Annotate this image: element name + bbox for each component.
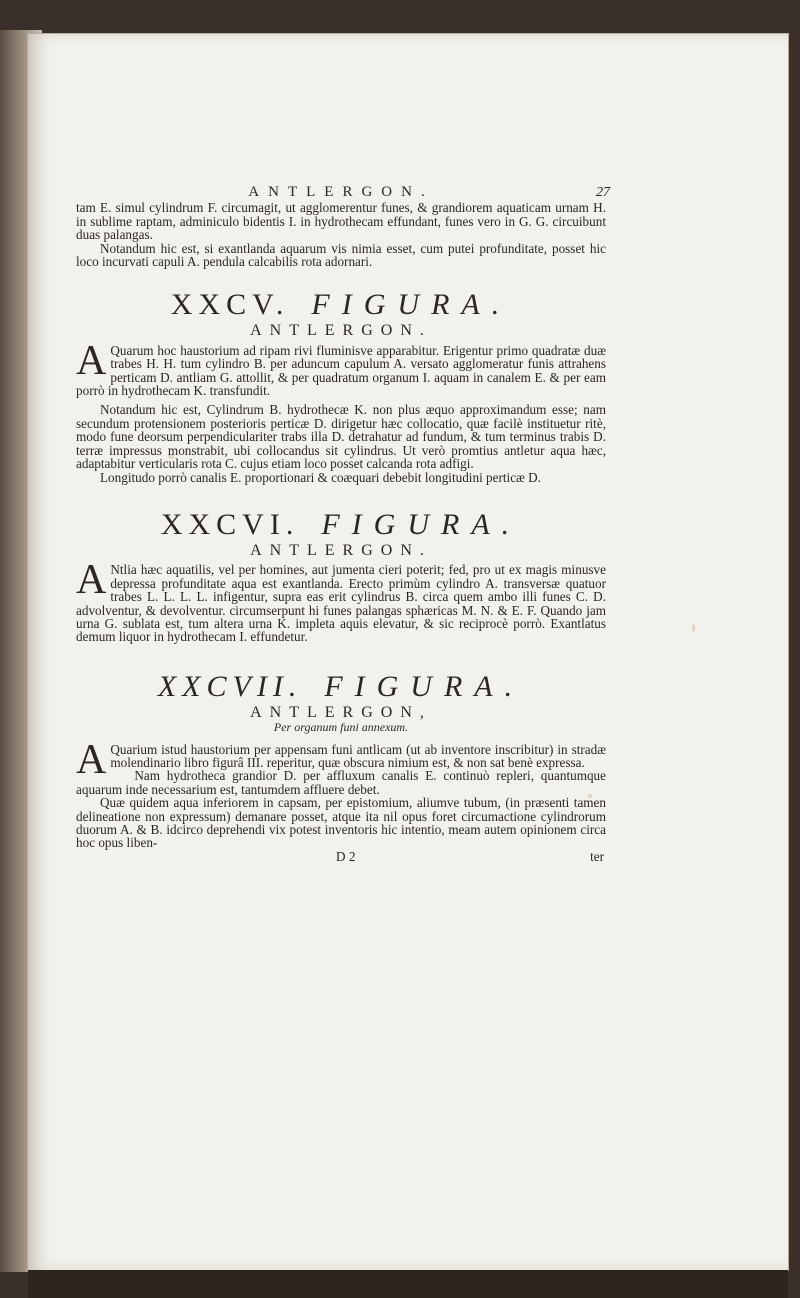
paragraph-text: Quarium istud haustorium per appensam funi antlicam (ut ab inventore inscribitur) in stradæ molendinario libro figurâ III. reperitur, quæ obscura nimium est, & non sat benè expressa. <box>110 741 606 770</box>
figure-label: FIGURA. <box>311 288 512 322</box>
paragraph-text: Ntlia hæc aquatilis, vel per homines, aut jumenta cieri poterit; fed, pro ut ex magis minusve depressa profunditate aqua est exantlanda. Erecto primùm cylindro A. transversæ quatuor trabes L. L. L. L. infigentur, supra eas erit cylindrus B. circa quem ambo illi funes C. D. advolventur, & devolventur. circumserpunt hi funes palangas sphæricas M. N. & E. F. Quando jam urna G. sublata est, tum altera urna K. impleta aquis elevatur, & sic reciprocè porrò. Exantlatus demum liquor in hydrothecam I. effundetur. <box>76 562 606 645</box>
figure-label: FIGURA. <box>321 507 522 541</box>
figure-label: FIGURA. <box>324 669 525 703</box>
signature-mark: D 2 <box>336 848 356 864</box>
section-subhead: ANTLERGON. <box>250 541 432 559</box>
page-number: 27 <box>596 185 610 200</box>
section-paragraph <box>76 557 606 645</box>
figure-title-xxcv <box>76 290 606 320</box>
drop-cap: A <box>76 337 107 384</box>
section-subhead: ANTLERGON. <box>250 322 432 340</box>
figure-number: XXCV. <box>170 288 290 322</box>
running-head-text: ANTLERGON. <box>248 184 434 200</box>
section-paragraph: Nam hydrotheca grandior D. per affluxum canalis E. continuò repleri, quantumque aquarum inde necessarium est, tantumdem affluere debet. <box>76 768 606 797</box>
page-footer <box>76 850 606 866</box>
figure-title-xxcvii <box>76 669 606 703</box>
figure-number: XXCVI. <box>160 507 300 541</box>
drop-cap: A <box>76 736 107 783</box>
section-paragraph: Quæ quidem aqua inferiorem in capsam, per epistomium, aliumve tubum, (in præsenti tamen delineatione non expressum) demanare posset, atque ita nil opus foret circumactione cylindrorum duorum A. & B. idcirco deprehendi vix potest inventoris hic intentio, meam autem opinionem circa hoc opus liben- <box>76 795 606 851</box>
figure-title-xxcvi <box>76 507 606 541</box>
section-note: Notandum hic est, Cylindrum B. hydrothecæ K. non plus æquo approximandum esse; nam secundum protensionem posterioris perticæ D. dirigetur hæc collocatio, quæ facilè instituetur ritè, modo fune deorsum perpendiculariter trabs illa D. detrahatur ad fundum, & tum terminus trabis D. terræ impressus monstrabit, ubi collocandus sit cylindrus. Ut verò promtius antletur aqua hæc, adaptabitur verticularis rota C. cujus etiam loco posset calcanda rota adfigi. <box>76 402 606 472</box>
page-text <box>76 184 610 866</box>
paragraph-text: Quarum hoc haustorium ad ripam rivi fluminisve apparabitur. Erigentur primo quadratæ duæ trabes H. H. tum cylindro B. per aduncum capulum A. versato agglomeratur funis attrahens perticam D. antliam G. attollit, & per quadratum organum I. aquam in canalem E. & per eam porrò in hydrothecam K. transfundit. <box>76 342 606 399</box>
book-bottom-edge <box>28 1270 788 1298</box>
intro-paragraph: tam E. simul cylindrum F. circumagit, ut agglomerentur funes, & grandiorem aquaticam urnam H. in sublime raptam, adminiculo bidentis I. in hydrothecam effundant, funes vero in G. G. circuibunt duas palangas. <box>76 200 606 243</box>
figure-number: XXCVII. <box>157 669 303 703</box>
section-paragraph: Longitudo porrò canalis E. proportionari & coæquari debebit longitudini perticæ D. <box>100 469 541 485</box>
section-subhead: ANTLERGON, <box>250 703 432 721</box>
running-head <box>76 184 610 200</box>
catchword: ter <box>590 848 604 864</box>
section-paragraph <box>76 337 606 399</box>
intro-note: Notandum hic est, si exantlanda aquarum vis nimia esset, cum putei profunditate, posset hic loco incurvati capuli A. pendula calcabilis rota adornari. <box>76 240 606 270</box>
section-subtitle: Per organum funi annexum. <box>273 720 409 735</box>
drop-cap: A <box>76 557 107 604</box>
